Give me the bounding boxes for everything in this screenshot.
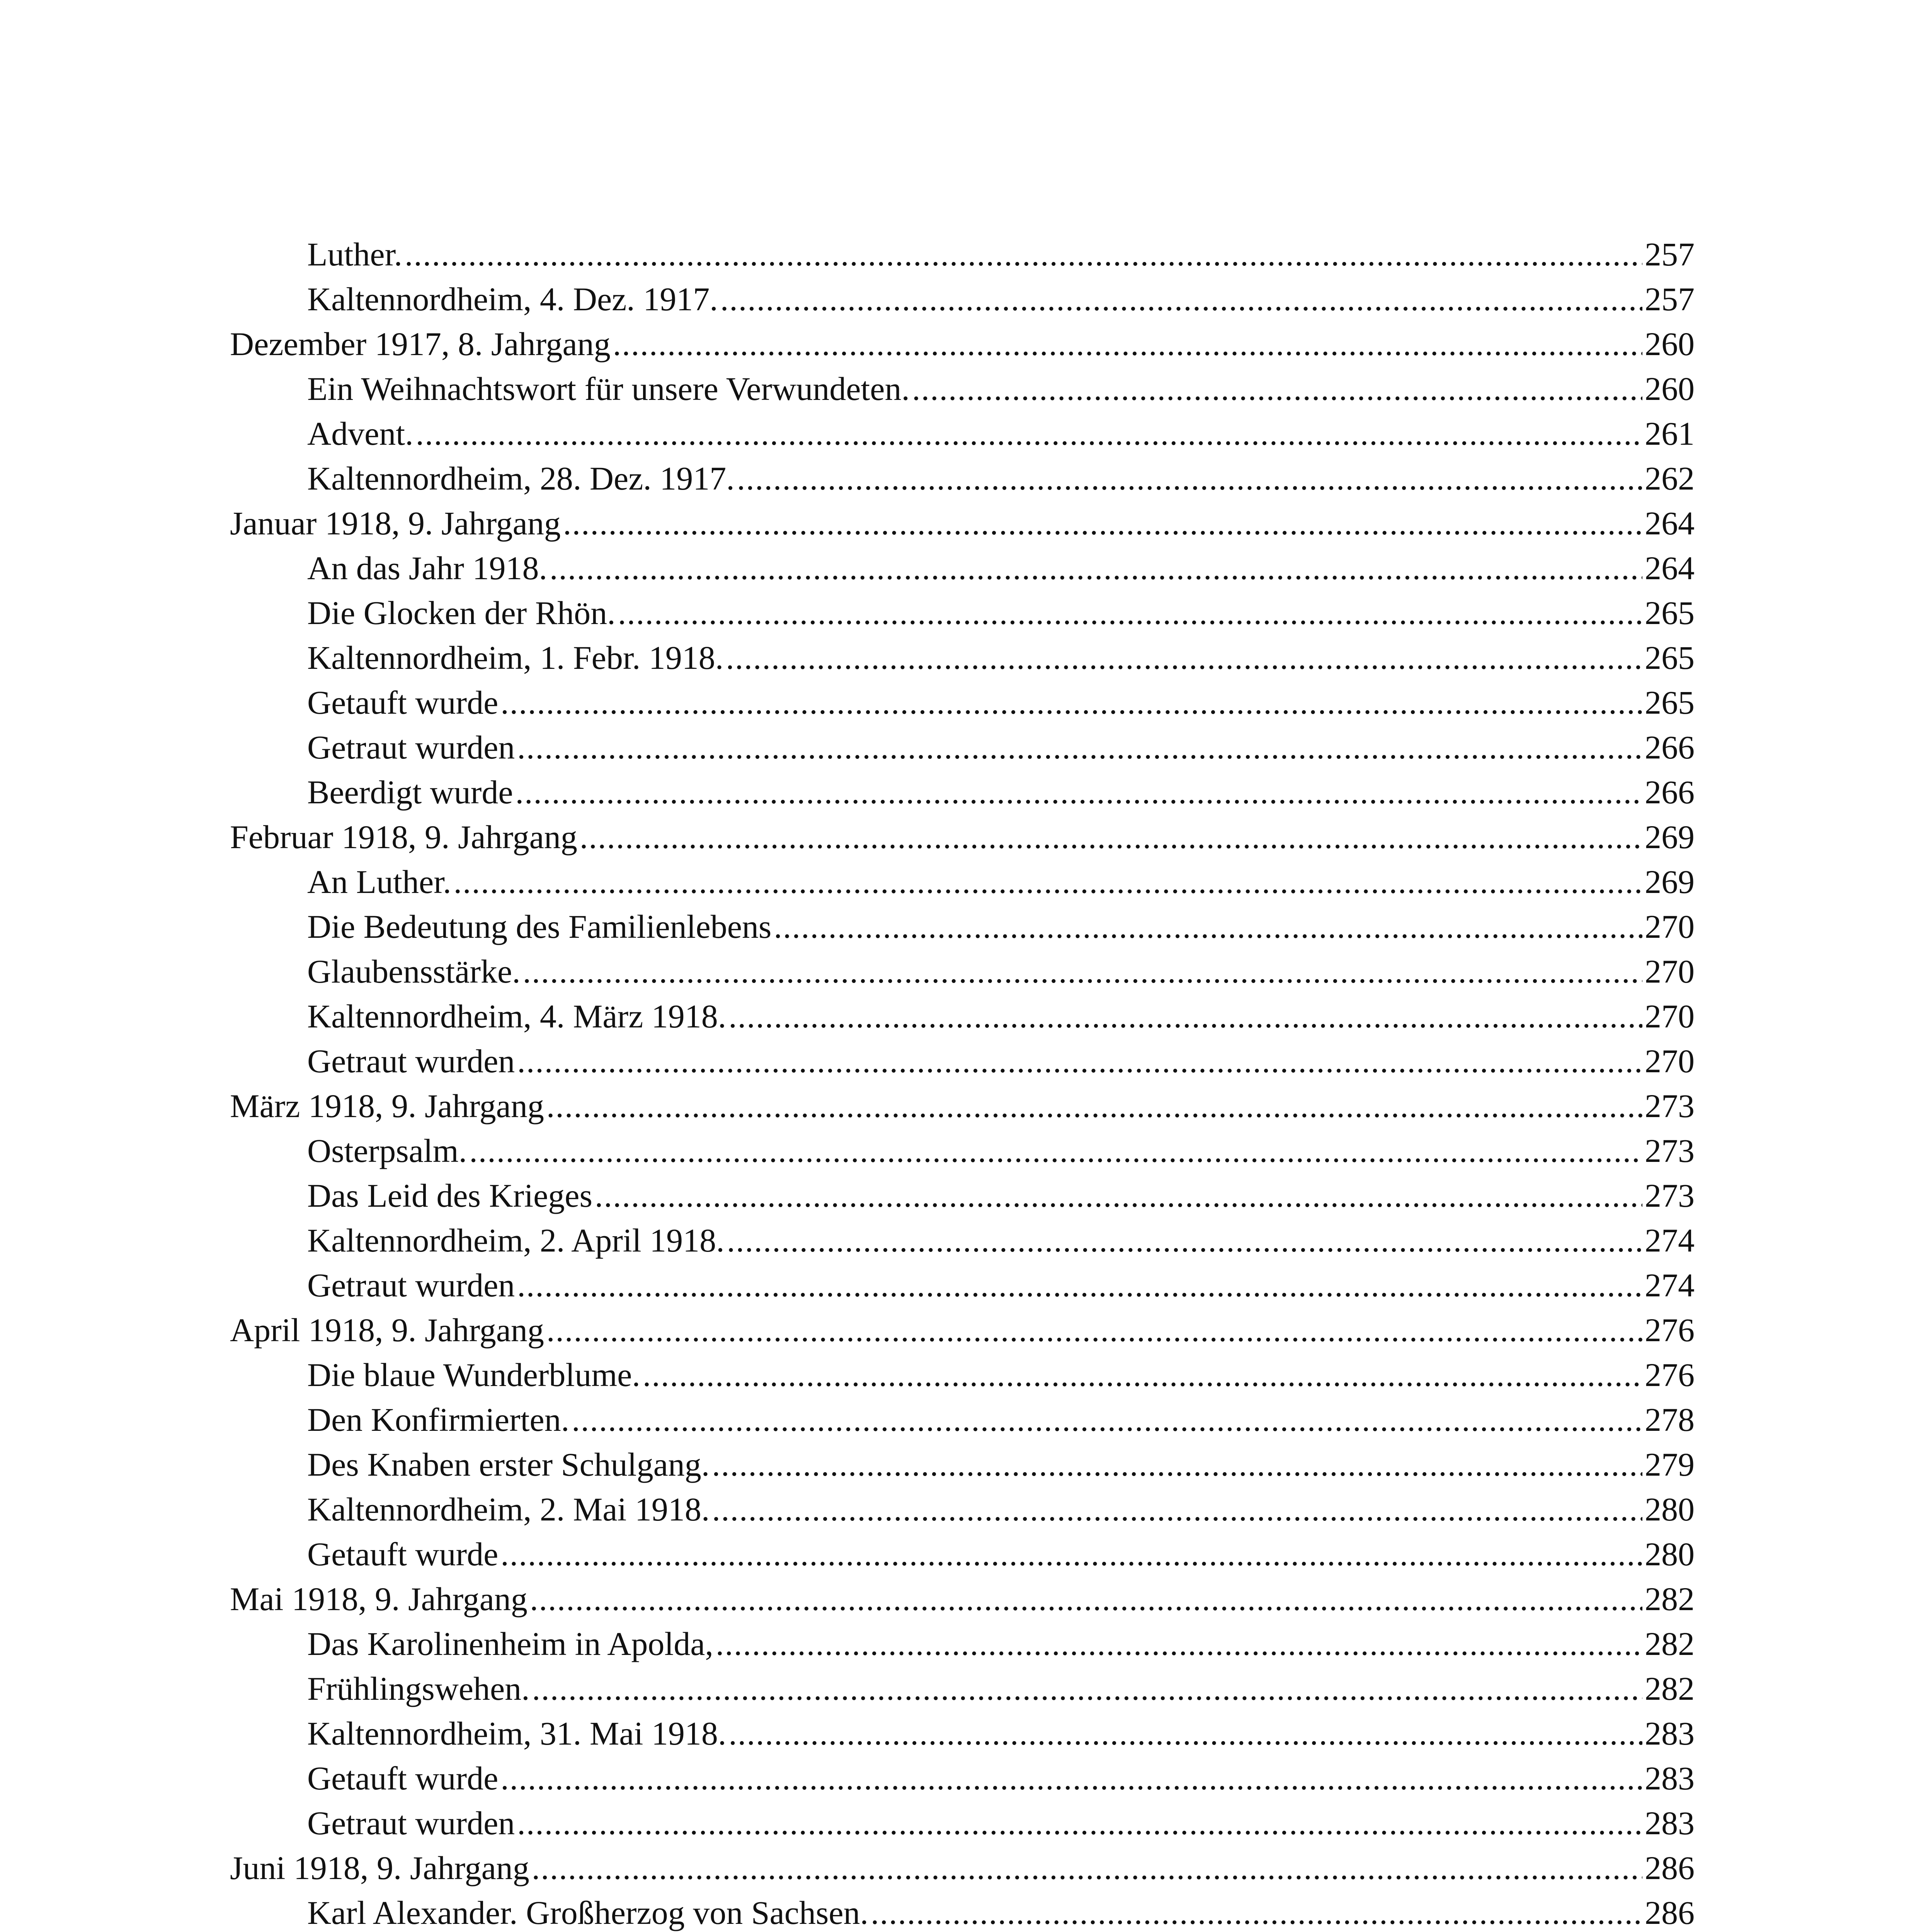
toc-entry-page: 265 [1645,684,1695,721]
toc-dot-leader [523,949,1642,994]
toc-entry-page: 286 [1645,1849,1695,1886]
toc-dot-leader [720,277,1642,321]
toc-dot-leader [871,1890,1642,1932]
toc-entry-title: Kaltennordheim, 31. Mai 1918. [307,1715,727,1752]
toc-entry-page: 270 [1645,953,1695,990]
toc-entry-page: 286 [1645,1894,1695,1931]
table-of-contents [230,232,1695,1932]
toc-dot-leader [737,456,1642,501]
toc-entry-page: 265 [1645,594,1695,631]
toc-entry-title: Getauft wurde [307,1536,499,1573]
toc-entry-page: 265 [1645,639,1695,676]
toc-entry-title: Den Konfirmierten. [307,1401,570,1438]
toc-entry-page: 282 [1645,1625,1695,1662]
toc-dot-leader [516,770,1642,815]
toc-entry-title: Die Bedeutung des Familienlebens [307,908,772,945]
toc-entry-title: An das Jahr 1918. [307,549,548,587]
toc-entry-title: Getraut wurden [307,1043,515,1080]
toc-entry-page: 276 [1645,1311,1695,1349]
toc-entry-title: Mai 1918, 9. Jahrgang [230,1580,527,1617]
toc-entry-title: Beerdigt wurde [307,774,513,811]
toc-dot-leader [517,1039,1642,1083]
toc-entry-title: Karl Alexander. Großherzog von Sachsen. [307,1894,869,1931]
toc-dot-leader [643,1352,1642,1397]
toc-section-entry[interactable] [230,321,1695,366]
toc-entry-title: Dezember 1917, 8. Jahrgang [230,325,611,362]
toc-dot-leader [728,994,1642,1039]
toc-entry-page: 278 [1645,1401,1695,1438]
toc-dot-leader [500,1532,1642,1577]
toc-dot-leader [712,1487,1642,1532]
toc-entry[interactable] [230,1890,1695,1932]
toc-entry-page: 261 [1645,415,1695,452]
toc-dot-leader [550,546,1642,590]
toc-entry-title: Getauft wurde [307,684,499,721]
toc-entry-page: 282 [1645,1580,1695,1617]
toc-entry-title: Das Karolinenheim in Apolda, [307,1625,713,1662]
toc-dot-leader [517,1263,1642,1308]
toc-dot-leader [517,725,1642,770]
toc-entry-page: 257 [1645,281,1695,318]
toc-entry-title: Glaubensstärke. [307,953,521,990]
toc-entry[interactable] [230,725,1695,770]
toc-section-entry[interactable] [230,1577,1695,1621]
toc-entry-title: Frühlingswehen. [307,1670,530,1707]
toc-entry[interactable] [230,1442,1695,1487]
toc-entry-title: Kaltennordheim, 4. Dez. 1917. [307,281,718,318]
toc-entry-title: Advent. [307,415,413,452]
toc-section-entry[interactable] [230,1308,1695,1352]
toc-entry-title: März 1918, 9. Jahrgang [230,1087,544,1124]
toc-dot-leader [912,366,1642,411]
toc-entry-page: 257 [1645,236,1695,273]
toc-dot-leader [500,1756,1642,1801]
toc-dot-leader [572,1397,1642,1442]
toc-entry-title: An Luther. [307,863,451,900]
toc-entry-title: Getraut wurden [307,1267,515,1304]
toc-entry-page: 273 [1645,1132,1695,1169]
toc-section-entry[interactable] [230,501,1695,546]
toc-entry[interactable] [230,1666,1695,1711]
toc-entry-title: Ein Weihnachtswort für unsere Verwundeten. [307,370,910,407]
toc-entry[interactable] [230,1397,1695,1442]
toc-entry[interactable] [230,1711,1695,1756]
toc-entry[interactable] [230,1218,1695,1263]
toc-entry[interactable] [230,411,1695,456]
toc-entry[interactable] [230,1352,1695,1397]
toc-section-entry[interactable] [230,1845,1695,1890]
toc-dot-leader [530,1577,1642,1621]
toc-entry[interactable] [230,949,1695,994]
toc-entry-page: 283 [1645,1804,1695,1842]
toc-entry-page: 269 [1645,818,1695,855]
toc-dot-leader [712,1442,1642,1487]
toc-entry[interactable] [230,1173,1695,1218]
toc-dot-leader [500,680,1642,725]
toc-entry-page: 266 [1645,774,1695,811]
toc-entry[interactable] [230,770,1695,815]
toc-entry-title: Kaltennordheim, 28. Dez. 1917. [307,460,735,497]
toc-entry[interactable] [230,232,1695,277]
toc-entry-page: 274 [1645,1222,1695,1259]
toc-dot-leader [469,1128,1642,1173]
toc-entry-page: 266 [1645,729,1695,766]
toc-dot-leader [405,232,1642,277]
toc-entry-page: 279 [1645,1446,1695,1483]
toc-dot-leader [532,1666,1642,1711]
toc-dot-leader [774,904,1642,949]
toc-entry-title: Luther. [307,236,402,273]
toc-entry-title: Osterpsalm. [307,1132,467,1169]
toc-entry-page: 273 [1645,1087,1695,1124]
toc-entry-page: 280 [1645,1491,1695,1528]
toc-entry[interactable] [230,1263,1695,1308]
toc-entry-page: 283 [1645,1760,1695,1797]
toc-entry-page: 274 [1645,1267,1695,1304]
toc-dot-leader [595,1173,1642,1218]
toc-entry-page: 276 [1645,1356,1695,1393]
toc-dot-leader [613,321,1642,366]
toc-entry-title: Kaltennordheim, 1. Febr. 1918. [307,639,724,676]
toc-entry[interactable] [230,277,1695,321]
toc-entry[interactable] [230,680,1695,725]
toc-entry[interactable] [230,366,1695,411]
toc-entry-page: 262 [1645,460,1695,497]
toc-entry-title: Getraut wurden [307,1804,515,1842]
toc-entry-page: 270 [1645,998,1695,1035]
toc-entry[interactable] [230,1039,1695,1083]
toc-entry[interactable] [230,994,1695,1039]
toc-entry-title: Kaltennordheim, 2. Mai 1918. [307,1491,710,1528]
toc-dot-leader [546,1308,1642,1352]
toc-entry-page: 270 [1645,908,1695,945]
toc-entry[interactable] [230,1801,1695,1845]
toc-entry-page: 264 [1645,549,1695,587]
toc-entry-page: 264 [1645,505,1695,542]
toc-dot-leader [532,1845,1642,1890]
toc-entry[interactable] [230,904,1695,949]
toc-entry-title: Januar 1918, 9. Jahrgang [230,505,561,542]
toc-entry[interactable] [230,1487,1695,1532]
toc-entry-page: 283 [1645,1715,1695,1752]
toc-entry-title: Kaltennordheim, 2. April 1918. [307,1222,725,1259]
toc-entry[interactable] [230,1128,1695,1173]
toc-entry-title: Die Glocken der Rhön. [307,594,616,631]
toc-entry[interactable] [230,1532,1695,1577]
toc-entry-title: Getraut wurden [307,729,515,766]
toc-dot-leader [716,1621,1642,1666]
toc-dot-leader [454,859,1642,904]
toc-entry-page: 282 [1645,1670,1695,1707]
toc-entry[interactable] [230,546,1695,590]
toc-entry[interactable] [230,859,1695,904]
toc-dot-leader [727,1218,1642,1263]
toc-entry-title: Das Leid des Krieges [307,1177,592,1214]
toc-entry-page: 273 [1645,1177,1695,1214]
toc-entry-title: April 1918, 9. Jahrgang [230,1311,544,1349]
toc-entry[interactable] [230,635,1695,680]
toc-entry-page: 260 [1645,325,1695,362]
toc-entry-title: Februar 1918, 9. Jahrgang [230,818,577,855]
toc-dot-leader [563,501,1642,546]
toc-entry-title: Des Knaben erster Schulgang. [307,1446,710,1483]
toc-entry[interactable] [230,1621,1695,1666]
toc-dot-leader [517,1801,1642,1845]
toc-entry-title: Kaltennordheim, 4. März 1918. [307,998,727,1035]
toc-entry-page: 280 [1645,1536,1695,1573]
toc-dot-leader [580,815,1642,859]
toc-dot-leader [726,635,1642,680]
toc-dot-leader [618,590,1642,635]
toc-section-entry[interactable] [230,1083,1695,1128]
toc-entry-page: 270 [1645,1043,1695,1080]
toc-entry[interactable] [230,456,1695,501]
toc-entry-title: Juni 1918, 9. Jahrgang [230,1849,529,1886]
toc-entry-page: 260 [1645,370,1695,407]
toc-dot-leader [416,411,1642,456]
toc-dot-leader [546,1083,1642,1128]
toc-section-entry[interactable] [230,815,1695,859]
toc-entry-title: Getauft wurde [307,1760,499,1797]
toc-entry[interactable] [230,590,1695,635]
toc-entry-page: 269 [1645,863,1695,900]
toc-dot-leader [728,1711,1642,1756]
toc-entry[interactable] [230,1756,1695,1801]
toc-entry-title: Die blaue Wunderblume. [307,1356,640,1393]
